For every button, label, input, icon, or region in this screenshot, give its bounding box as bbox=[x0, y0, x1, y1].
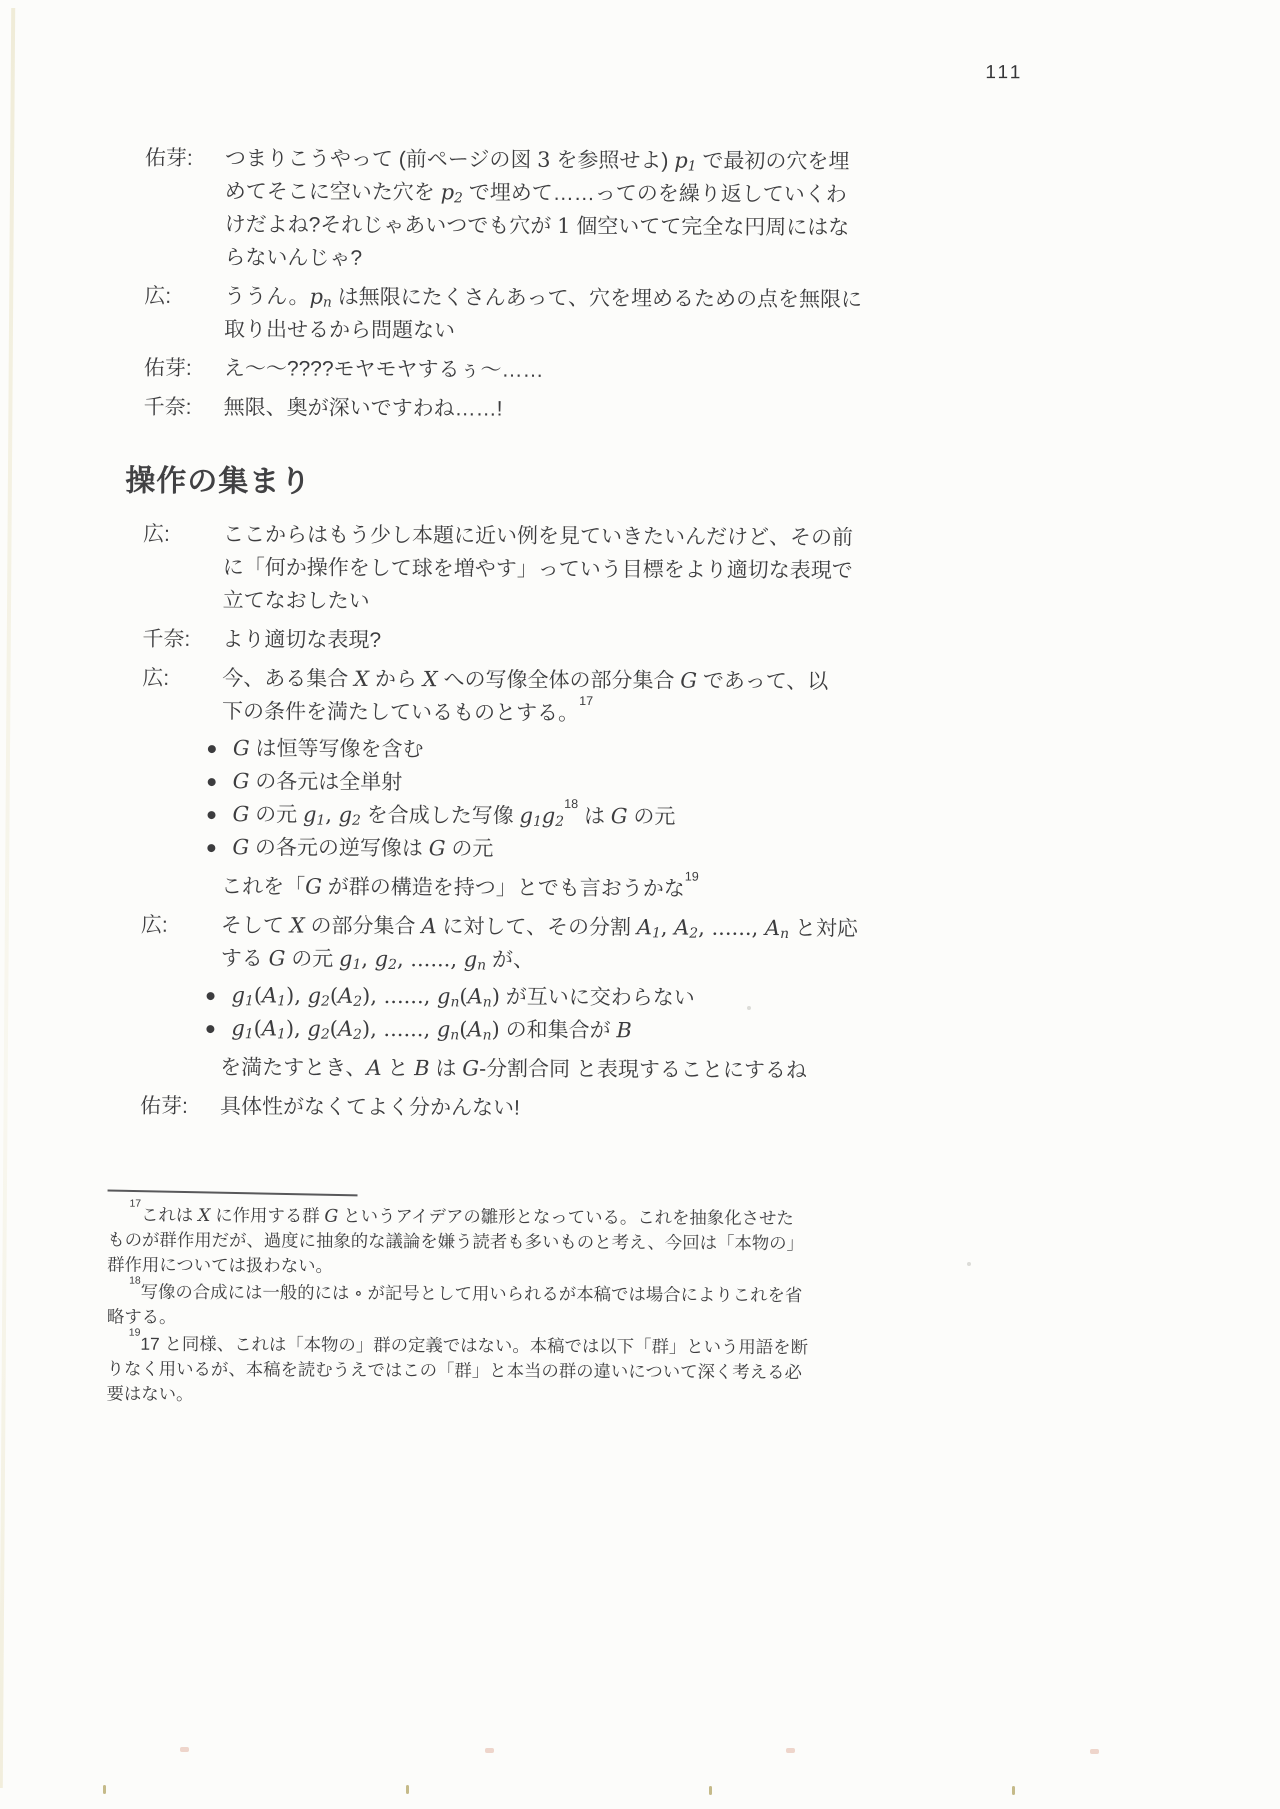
speaker-label: 千奈: bbox=[142, 627, 191, 651]
dialogue-line: めてそこに空いた穴を $p_2$ で埋めて……ってのを繰り返していくわ bbox=[224, 180, 847, 207]
dialogue-turn bbox=[144, 352, 924, 389]
section-heading: 操作の集まり bbox=[125, 464, 312, 499]
math-expression: X bbox=[289, 913, 305, 938]
footnote-line: $^{17}$これは X に作用する群 G というアイデアの雛形となっている。これを抽象化させた bbox=[129, 1198, 794, 1229]
dialogue-turn-body bbox=[224, 280, 924, 350]
bullet-text: G の各元は全単射 bbox=[232, 769, 403, 795]
math-expression: G bbox=[232, 835, 250, 860]
footnote bbox=[107, 1198, 867, 1282]
dialogue-line: 今、ある集合 X から X への写像全体の部分集合 G であって、以 bbox=[222, 666, 829, 694]
bullet-text: G は恒等写像を含む bbox=[232, 736, 424, 762]
document-body bbox=[125, 142, 925, 1127]
footnote-line: ものが群作用だが、過度に抽象的な議論を嫌う読者も多いものと考え、今回は「本物の」 bbox=[107, 1229, 805, 1254]
dialogue-line: ここからはもう少し本題に近い例を見ていきたいんだけど、その前 bbox=[222, 523, 854, 550]
speaker-label: 広: bbox=[140, 913, 168, 937]
dialogue-turn-body bbox=[223, 518, 924, 621]
dialogue-turn-body bbox=[222, 623, 922, 660]
dialogue-turn bbox=[143, 518, 924, 621]
speaker-label: 佑芽: bbox=[143, 356, 192, 380]
bullet-text: $g_1(A_1)$, $g_2(A_2)$, ......, $g_n(A_n)$ が互いに交わらない bbox=[231, 983, 695, 1011]
math-expression: G bbox=[324, 1206, 339, 1227]
dialogue-turn-body bbox=[224, 352, 924, 389]
scan-speck bbox=[103, 1785, 106, 1794]
dialogue-turn-body bbox=[220, 909, 921, 1088]
math-expression: $g_1g_2$ bbox=[519, 803, 565, 830]
dialogue-turn bbox=[141, 662, 922, 907]
bullet-icon bbox=[207, 844, 215, 852]
bullet-icon bbox=[208, 745, 216, 753]
page-number: 111 bbox=[985, 62, 1024, 84]
dialogue-turn bbox=[144, 142, 925, 278]
bullet-item bbox=[206, 979, 920, 1016]
footnote-line: $^{19}$17 と同様、これは「本物の」群の定義ではない。本稿では以下「群」という用語を断 bbox=[128, 1327, 809, 1358]
bullet-list bbox=[207, 732, 922, 868]
scan-speck bbox=[1090, 1749, 1099, 1754]
scan-speck bbox=[180, 1747, 189, 1752]
footnote-list bbox=[106, 1198, 867, 1411]
footnote-line: 略する。 bbox=[106, 1306, 177, 1327]
footnote-rule bbox=[108, 1190, 358, 1197]
scan-speck bbox=[406, 1785, 409, 1794]
footnote-ref: 18 bbox=[129, 1275, 141, 1287]
bullet-icon bbox=[207, 811, 215, 819]
math-expression: G bbox=[610, 804, 628, 829]
dialogue-turn bbox=[140, 909, 921, 1088]
math-expression: $g_1(A_1)$, $g_2(A_2)$, ......, $g_n(A_n)$ bbox=[231, 1016, 500, 1044]
dialogue-turn bbox=[144, 280, 924, 350]
bullet-item bbox=[207, 798, 921, 835]
dialogue-line: ううん。$p_n$ は無限にたくさんあって、穴を埋めるための点を無限に bbox=[224, 284, 863, 312]
math-expression: X bbox=[198, 1206, 211, 1227]
math-expression: G bbox=[232, 769, 250, 794]
scan-speck bbox=[485, 1748, 494, 1753]
dialogue-line: 立てなおしたい bbox=[222, 589, 370, 613]
math-expression: ∘ bbox=[354, 1283, 363, 1304]
speaker-label: 千奈: bbox=[143, 395, 192, 419]
footnote-ref: 17 bbox=[129, 1198, 142, 1210]
scan-speck bbox=[967, 1262, 971, 1266]
speaker-label: 広: bbox=[142, 522, 170, 546]
math-expression: X bbox=[422, 667, 438, 692]
math-expression: $p_n$ bbox=[309, 284, 332, 311]
math-expression: G bbox=[268, 946, 286, 971]
bullet-text: G の各元の逆写像は G の元 bbox=[232, 835, 494, 861]
math-expression: G bbox=[680, 668, 698, 693]
dialogue-line: より適切な表現? bbox=[222, 628, 382, 652]
dialogue-line: つまりこうやって (前ページの図 3 を参照せよ) $p_1$ で最初の穴を埋 bbox=[224, 147, 850, 175]
math-expression: X bbox=[354, 666, 370, 691]
math-expression: 3 bbox=[537, 147, 551, 172]
math-expression: G bbox=[462, 1056, 480, 1081]
dialogue-line: に「何か操作をして球を増やす」っていう目標をより適切な表現で bbox=[222, 556, 853, 583]
footnote bbox=[106, 1327, 866, 1411]
math-expression: G bbox=[232, 802, 250, 827]
bullet-text: G の元 $g_1$, $g_2$ を合成した写像 $g_1g_2^{18}$ は G の元 bbox=[232, 796, 676, 830]
dialogue-line: 取り出せるから問題ない bbox=[223, 318, 456, 343]
footnote-ref: 18 bbox=[564, 796, 579, 811]
dialogue-turn bbox=[144, 391, 924, 428]
dialogue-line: 下の条件を満たしているものとする。$^{17}$ bbox=[221, 693, 594, 725]
dialogue-line: らないんじゃ? bbox=[224, 246, 363, 270]
footnote-line: $^{18}$写像の合成には一般的には ∘ が記号として用いられるが本稿では場合によりこれを省 bbox=[129, 1275, 803, 1306]
math-expression: G bbox=[232, 736, 250, 761]
math-expression: G bbox=[305, 874, 322, 899]
dialogue-turn-body bbox=[224, 142, 925, 278]
dialogue-turn-body bbox=[224, 391, 924, 428]
math-expression: A bbox=[421, 914, 437, 939]
bullet-text: $g_1(A_1)$, $g_2(A_2)$, ......, $g_n(A_n)$ の和集合が B bbox=[231, 1016, 632, 1044]
bullet-icon bbox=[208, 778, 216, 786]
bullet-icon bbox=[206, 1025, 214, 1033]
speaker-label: 佑芽: bbox=[139, 1094, 188, 1118]
footnote bbox=[106, 1275, 867, 1334]
dialogue-turn bbox=[142, 623, 922, 660]
dialogue-line: そして X の部分集合 A に対して、その分割 $A_1$, $A_2$, ......, $A_n$ と対応 bbox=[220, 913, 858, 943]
bullet-item bbox=[206, 1012, 920, 1049]
footnote-line: 群作用については扱わない。 bbox=[107, 1254, 333, 1276]
math-expression: $A_1$, $A_2$, ......, $A_n$ bbox=[636, 915, 790, 943]
dialogue-line: する G の元 $g_1$, $g_2$, ......, $g_n$ が、 bbox=[220, 946, 535, 974]
math-expression: $g_1(A_1)$, $g_2(A_2)$, ......, $g_n(A_n)$ bbox=[231, 983, 501, 1011]
bullet-list bbox=[206, 979, 920, 1049]
math-expression: B bbox=[616, 1018, 632, 1043]
footnote-ref: 17 bbox=[579, 693, 594, 709]
footnotes bbox=[106, 1190, 867, 1412]
bullet-item bbox=[208, 732, 922, 769]
dialogue-line: を満たすとき、A と B は G-分割合同 と表現することにするね bbox=[220, 1055, 807, 1083]
math-expression: B bbox=[414, 1056, 430, 1081]
dialogue-line: え〜〜????モヤモヤするぅ〜…… bbox=[223, 357, 544, 382]
footnote-ref: 19 bbox=[128, 1327, 141, 1339]
math-expression: $g_1$, $g_2$, ......, $g_n$ bbox=[339, 946, 487, 974]
math-expression: A bbox=[366, 1055, 382, 1080]
dialogue-turn-body bbox=[220, 1090, 920, 1127]
scan-speck bbox=[747, 1006, 751, 1010]
bullet-icon bbox=[207, 992, 215, 1000]
dialogue-line: 具体性がなくてよく分かんない! bbox=[219, 1095, 520, 1120]
math-expression: $g_1$, $g_2$ bbox=[302, 802, 361, 829]
footnote-line: りなく用いるが、本稿を読むうえではこの「群」と本当の群の違いについて深く考える必 bbox=[106, 1358, 802, 1383]
math-expression: G bbox=[428, 836, 446, 861]
speaker-label: 広: bbox=[144, 284, 172, 308]
speaker-label: 佑芽: bbox=[144, 146, 193, 170]
dialogue-line: 無限、奥が深いですわね……! bbox=[223, 396, 503, 421]
scan-speck bbox=[709, 1786, 712, 1795]
math-expression: $p_1$ bbox=[674, 148, 697, 175]
dialogue-line: これを「G が群の構造を持つ」とでも言おうかな$^{19}$ bbox=[221, 869, 699, 901]
math-expression: $p_2$ bbox=[440, 180, 463, 207]
dialogue-turn bbox=[140, 1090, 920, 1127]
dialogue-turn-body bbox=[221, 662, 922, 907]
speaker-label: 広: bbox=[142, 666, 170, 690]
math-expression: 1 bbox=[557, 213, 571, 238]
footnote-ref: 19 bbox=[684, 869, 699, 884]
scan-speck bbox=[1012, 1786, 1015, 1795]
dialogue-line: けだよね?それじゃあいつでも穴が 1 個空いてて完全な円周にはな bbox=[224, 213, 850, 240]
bullet-item bbox=[207, 831, 921, 868]
scan-speck bbox=[786, 1748, 795, 1753]
footnote-line: 要はない。 bbox=[106, 1383, 194, 1404]
